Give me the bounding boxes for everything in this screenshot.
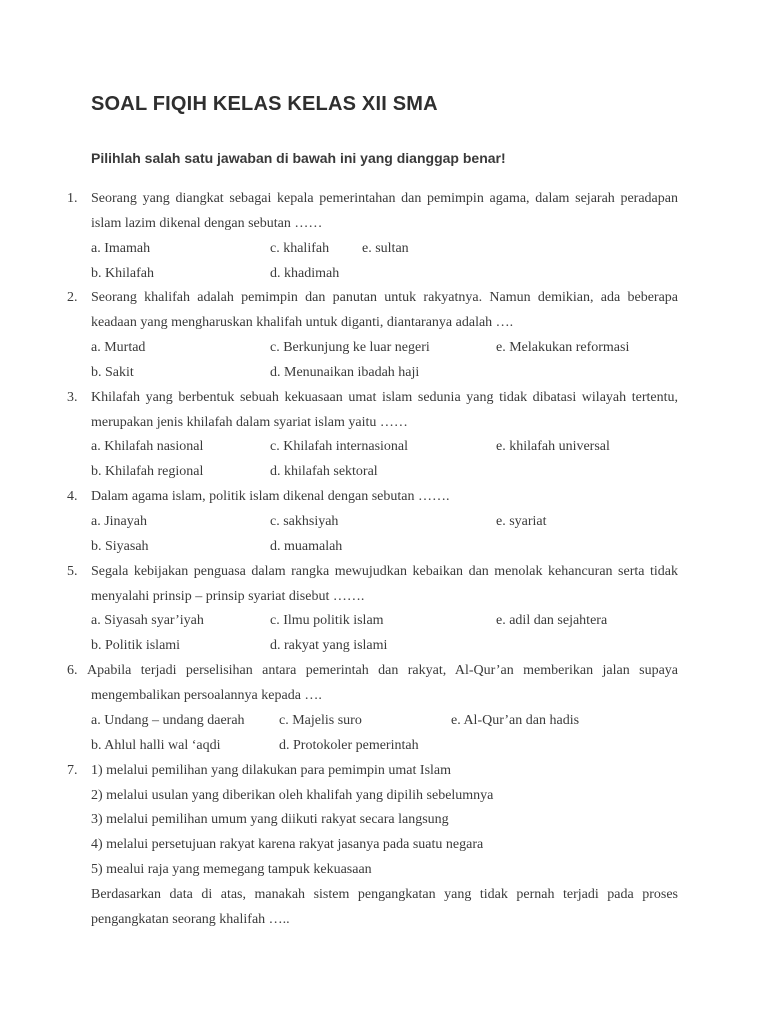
- question-text: islam lazim dikenal dengan sebutan ……: [91, 216, 323, 231]
- option-d: d. khilafah sektoral: [270, 464, 378, 479]
- option-c: c. khalifah: [270, 241, 330, 256]
- option-c: c. sakhsiyah: [270, 514, 339, 529]
- option-e: e. Al-Qur’an dan hadis: [451, 713, 580, 728]
- question-number: 3.: [67, 390, 78, 405]
- statement-5: 5) mealui raja yang memegang tampuk kekuasaan: [91, 862, 372, 877]
- option-b: b. Siyasah: [91, 539, 149, 554]
- question-text: keadaan yang mengharuskan khalifah untuk diganti, diantaranya adalah ….: [91, 315, 514, 330]
- question-text: Berdasarkan data di atas, manakah sistem pengangkatan yang tidak pernah terjadi pada proses: [91, 887, 678, 902]
- question-number: 5.: [67, 564, 78, 579]
- statement-4: 4) melalui persetujuan rakyat karena rakyat jasanya pada suatu negara: [91, 837, 484, 852]
- question-7: [67, 762, 678, 780]
- question-3: [67, 389, 678, 407]
- option-e: e. Melakukan reformasi: [496, 340, 630, 355]
- question-text: 1) melalui pemilihan yang dilakukan para pemimpin umat Islam: [91, 763, 452, 778]
- option-b: b. Sakit: [91, 365, 134, 380]
- instruction-text: Pilihlah salah satu jawaban di bawah ini yang dianggap benar!: [91, 150, 506, 166]
- question-1: [67, 190, 678, 208]
- page-title: SOAL FIQIH KELAS KELAS XII SMA: [91, 93, 438, 115]
- question-text: menyalahi prinsip – prinsip syariat disebut …….: [91, 589, 365, 604]
- option-d: d. muamalah: [270, 539, 343, 554]
- option-d: d. rakyat yang islami: [270, 638, 388, 653]
- question-text: pengangkatan seorang khalifah …..: [91, 912, 290, 927]
- option-d: d. khadimah: [270, 266, 340, 281]
- option-a: a. Jinayah: [91, 514, 147, 529]
- question-number: 7.: [67, 763, 78, 778]
- option-c: c. Khilafah internasional: [270, 439, 409, 454]
- question-text: Seorang yang diangkat sebagai kepala pemerintahan dan pemimpin agama, dalam sejarah peradapan: [91, 191, 678, 206]
- question-text: Khilafah yang berbentuk sebuah kekuasaan umat islam sedunia yang tidak dibatasi wilayah tertentu,: [91, 390, 678, 405]
- option-e: e. syariat: [496, 514, 547, 529]
- question-4: [67, 488, 678, 506]
- option-b: b. Politik islami: [91, 638, 181, 653]
- option-a: a. Undang – undang daerah: [91, 713, 245, 728]
- option-a: a. Imamah: [91, 241, 151, 256]
- question-text: merupakan jenis khilafah dalam syariat islam yaitu ……: [91, 415, 408, 430]
- option-c: c. Ilmu politik islam: [270, 613, 384, 628]
- question-2: [67, 289, 678, 307]
- option-b: b. Ahlul halli wal ‘aqdi: [91, 738, 221, 753]
- option-d: d. Protokoler pemerintah: [279, 738, 419, 753]
- statement-2: 2) melalui usulan yang diberikan oleh khalifah yang dipilih sebelumnya: [91, 788, 494, 803]
- statement-3: 3) melalui pemilihan umum yang diikuti rakyat secara langsung: [91, 812, 449, 827]
- option-e: e. adil dan sejahtera: [496, 613, 608, 628]
- option-e: e. khilafah universal: [496, 439, 610, 454]
- option-b: b. Khilafah: [91, 266, 154, 281]
- option-c: c. Berkunjung ke luar negeri: [270, 340, 430, 355]
- question-6: [67, 662, 678, 680]
- option-a: a. Siyasah syar’iyah: [91, 613, 204, 628]
- option-d: d. Menunaikan ibadah haji: [270, 365, 420, 380]
- question-text: Seorang khalifah adalah pemimpin dan panutan untuk rakyatnya. Namun demikian, ada beberapa: [91, 290, 678, 305]
- option-b: b. Khilafah regional: [91, 464, 204, 479]
- option-a: a. Murtad: [91, 340, 146, 355]
- question-5: [67, 563, 678, 581]
- question-text: mengembalikan persoalannya kepada ….: [91, 688, 322, 703]
- question-number: 2.: [67, 290, 78, 305]
- question-number: 6.: [67, 663, 78, 678]
- option-c: c. Majelis suro: [279, 713, 362, 728]
- question-number: 1.: [67, 191, 78, 206]
- question-text: Apabila terjadi perselisihan antara pemerintah dan rakyat, Al-Qur’an memberikan jalan supaya: [87, 663, 678, 678]
- question-text: Dalam agama islam, politik islam dikenal dengan sebutan …….: [91, 489, 450, 504]
- option-e: e. sultan: [362, 241, 409, 256]
- option-a: a. Khilafah nasional: [91, 439, 204, 454]
- question-text: Segala kebijakan penguasa dalam rangka mewujudkan kebaikan dan menolak kehancuran serta tidak: [91, 564, 678, 579]
- question-number: 4.: [67, 489, 78, 504]
